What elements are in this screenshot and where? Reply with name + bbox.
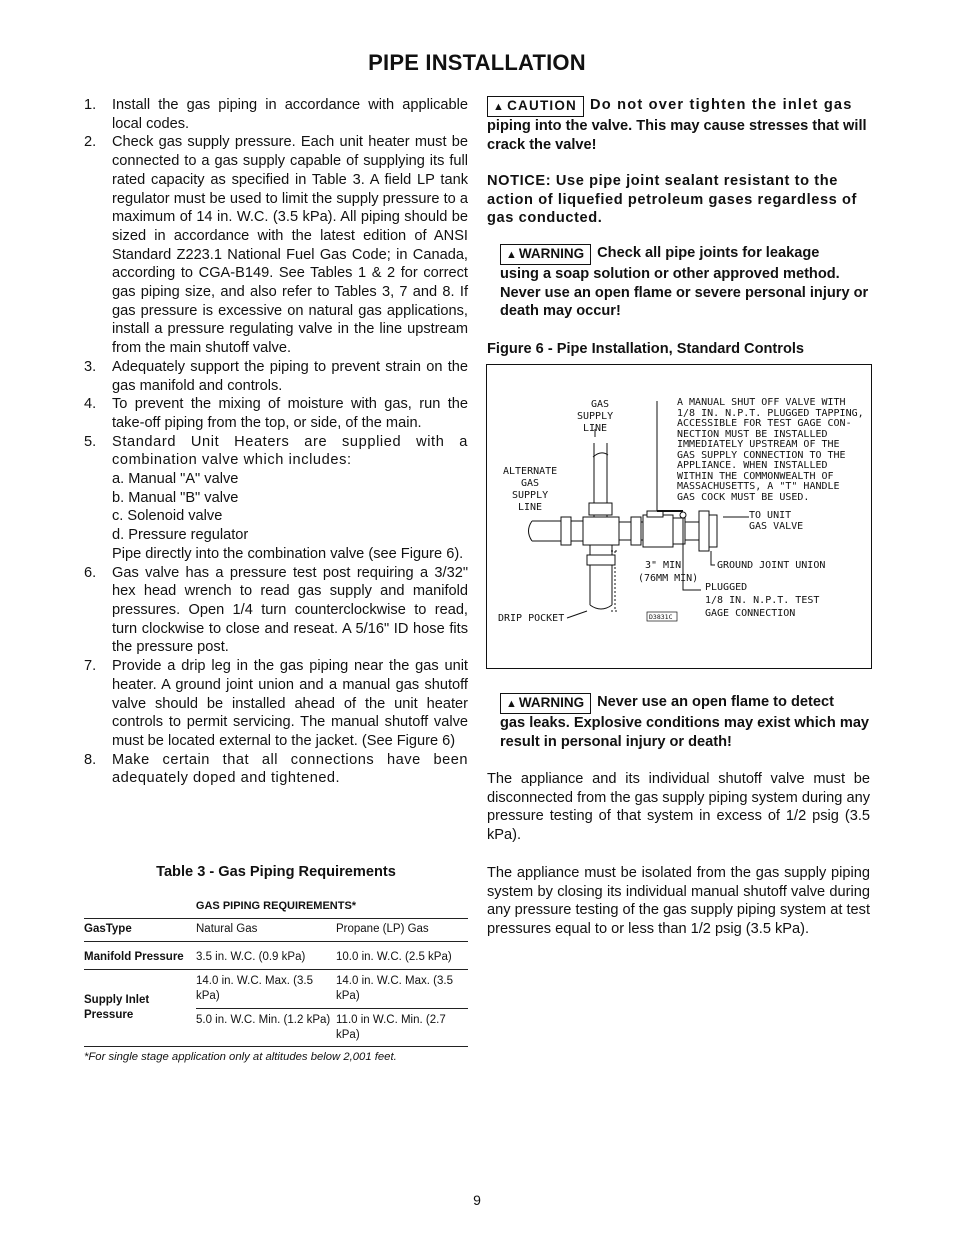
warning-triangle-icon: ▲ (493, 101, 506, 113)
caution-lead: Do not over tighten the inlet gas (590, 97, 853, 113)
warning-block-1 (500, 244, 870, 321)
step-4 (84, 395, 468, 432)
valve-item-a: a. Manual "A" valve (112, 471, 239, 488)
supply-min-natural: 5.0 in. W.C. Min. (1.2 kPa) (196, 1009, 336, 1047)
caution-badge (487, 96, 584, 117)
step-number: 7. (84, 658, 97, 675)
valve-note-9: MASSACHUSETTS, A "T" HANDLE (677, 481, 840, 492)
label-plugged-2: 1/8 IN. N.P.T. TEST (705, 595, 820, 606)
label-alternate-3: SUPPLY (512, 490, 549, 501)
label-alternate-2: GAS (521, 478, 540, 489)
step-7 (84, 657, 468, 751)
warning-triangle-icon: ▲ (506, 698, 517, 710)
table-row (84, 970, 468, 1009)
warning-triangle-icon: ▲ (506, 249, 517, 261)
step-text: To prevent the mixing of moisture with gas, run the take-off piping from the top, or side, of the main. (112, 396, 468, 431)
paragraph-isolate: The appliance must be isolated from the gas supply piping system by closing its individual manual shutoff valve during any pressure testing of the gas supply piping system at test pressures equal to or less than 1/2 psig (3.5 kPa). (487, 865, 870, 938)
label-gas-supply-line-2: SUPPLY (577, 411, 614, 422)
label-to-unit-1: TO UNIT (749, 510, 792, 521)
valve-note-10: GAS COCK MUST BE USED. (677, 492, 810, 503)
step-1 (84, 96, 468, 133)
step-number: 4. (84, 396, 97, 413)
label-plugged-1: PLUGGED (705, 582, 748, 593)
warning-badge (500, 244, 591, 265)
step-number: 1. (84, 97, 97, 113)
warning-text: gas leaks. Explosive conditions may exist which may result in personal injury or death! (500, 715, 870, 750)
header-natural: Natural Gas (196, 919, 336, 942)
step-text: Gas valve has a pressure test post requiring a 3/32" hex head wrench to read gas supply and manifold pressures. Open 1/4 turn counterclockwise to read, turn clockwise to close and reseat. A 5/16" ID hose fits the pressure post. (112, 564, 468, 656)
step-6 (84, 564, 468, 658)
step-text: Provide a drip leg in the gas piping near the gas unit heater. A ground joint union and a manual gas shutoff valve should be installed ahead of the unit heater controls to permit servicing. The manual shutoff valve must be located external to the jacket. (See Figure 6) (112, 658, 468, 749)
label-drip-pocket: DRIP POCKET (498, 613, 565, 624)
step-8 (84, 751, 468, 788)
table-row (84, 942, 468, 970)
valve-note-6: GAS SUPPLY CONNECTION TO THE (677, 450, 846, 461)
figure-code: D3831C (649, 613, 673, 621)
valve-note-8: WITHIN THE COMMONWEALTH OF (677, 471, 834, 482)
supply-min-propane: 11.0 in W.C. Min. (2.7 kPa) (336, 1009, 468, 1047)
warning-badge-label: WARNING (518, 695, 585, 710)
label-alternate-1: ALTERNATE (503, 466, 558, 477)
supply-label: Supply Inlet Pressure (84, 970, 196, 1047)
step-text: Check gas supply pressure. Each unit heater must be connected to a gas supply capable of supplying its full rated capacity as specified in Table 3. A field LP tank regulator must be used to limit the supply pressure to a maximum of 14 in. W.C. (3.5 kPa). All piping should be sized in accordance with the latest edition of ANSI Standard Z223.1 National Fuel Gas Code; in Canada, according to CGA-B149. See Tables 1 & 2 for correct gas piping size, and also refer to Tables 3, 7 and 8. If gas pressure is excessive on natural gas applications, install a pressure regulating valve in the line upstream from the main shutoff valve. (112, 134, 468, 357)
manifold-natural: 3.5 in. W.C. (0.9 kPa) (196, 942, 336, 970)
paragraph-disconnect: The appliance and its individual shutoff valve must be disconnected from the gas supply piping system during any pressure testing of that system in excess of 1/2 psig (3.5 kPa). (487, 771, 870, 844)
step-5-note: Pipe directly into the combination valve (see Figure 6). (112, 545, 464, 562)
table-footnote: *For single stage application only at altitudes below 2,001 feet. (84, 1051, 397, 1063)
warning-badge-label: WARNING (518, 246, 585, 261)
label-gas-supply-line-3: LINE (583, 423, 608, 434)
supply-max-natural: 14.0 in. W.C. Max. (3.5 kPa) (196, 970, 336, 1009)
warning-lead: Never use an open flame to detect (597, 694, 834, 710)
warning-text: using a soap solution or other approved method. Never use an open flame or severe personal injury or death may occur! (500, 266, 869, 320)
warning-lead: Check all pipe joints for leakage (597, 245, 820, 261)
step-2 (84, 133, 468, 357)
notice-text: NOTICE: Use pipe joint sealant resistant to the action of liquefied petroleum gases regardless of gas conducted. (487, 173, 858, 227)
valve-item-c: c. Solenoid valve (112, 508, 223, 525)
warning-badge (500, 693, 591, 714)
step-5 (84, 433, 468, 564)
step-number: 3. (84, 358, 97, 375)
label-gas-supply-line-1: GAS (591, 399, 610, 410)
caution-block (487, 96, 870, 154)
supply-max-propane: 14.0 in. W.C. Max. (3.5 kPa) (336, 970, 468, 1009)
label-ground-joint-union: GROUND JOINT UNION (717, 560, 826, 571)
step-text: Standard Unit Heaters are supplied with a combination valve which includes: (112, 433, 468, 469)
valve-note-1: A MANUAL SHUT OFF VALVE WITH (677, 397, 846, 408)
valve-note-2: 1/8 IN. N.P.T. PLUGGED TAPPING, (677, 408, 864, 419)
step-number: 8. (84, 751, 97, 768)
page-number: 9 (473, 1192, 481, 1208)
table-caption: GAS PIPING REQUIREMENTS* (195, 900, 357, 912)
valve-item-d: d. Pressure regulator (112, 527, 249, 544)
table-header-row (84, 919, 468, 942)
step-text: Install the gas piping in accordance with applicable local codes. (112, 97, 468, 132)
table-title: Table 3 - Gas Piping Requirements (156, 864, 396, 880)
warning-block-2 (500, 693, 870, 751)
valve-note-4: NECTION MUST BE INSTALLED (677, 429, 828, 440)
valve-note-5: IMMEDIATELY UPSTREAM OF THE (677, 439, 840, 450)
label-to-unit-2: GAS VALVE (749, 521, 804, 532)
caution-badge-label: CAUTION (507, 98, 577, 113)
manifold-propane: 10.0 in. W.C. (2.5 kPa) (336, 942, 468, 970)
step-number: 2. (84, 134, 97, 151)
step-text: Make certain that all connections have been adequately doped and tightened. (112, 751, 468, 787)
step-3 (84, 358, 468, 395)
step-number: 5. (84, 433, 97, 450)
header-gastype: GasType (84, 919, 196, 942)
page-title: PIPE INSTALLATION (368, 50, 586, 75)
valve-item-b: b. Manual "B" valve (112, 489, 239, 506)
step-number: 6. (84, 564, 97, 581)
installation-steps (84, 96, 468, 788)
step-text: Adequately support the piping to prevent strain on the gas manifold and controls. (112, 358, 468, 394)
valve-note-3: ACCESSIBLE FOR TEST GAGE CON- (677, 418, 852, 429)
label-min-2: (76MM MIN) (638, 573, 699, 584)
figure-caption: Figure 6 - Pipe Installation, Standard Controls (487, 341, 805, 357)
caution-text: piping into the valve. This may cause stresses that will crack the valve! (487, 118, 867, 153)
gas-piping-table (84, 900, 468, 1063)
valve-note-7: APPLIANCE. WHEN INSTALLED (677, 460, 828, 471)
pipe-diagram (487, 365, 871, 668)
label-plugged-3: GAGE CONNECTION (705, 608, 796, 619)
label-alternate-4: LINE (518, 502, 543, 513)
requirements-table (84, 918, 468, 1047)
header-propane: Propane (LP) Gas (336, 919, 468, 942)
label-min-1: 3" MIN (645, 560, 682, 571)
pipe-installation-figure (486, 364, 872, 669)
manifold-label: Manifold Pressure (84, 942, 196, 970)
